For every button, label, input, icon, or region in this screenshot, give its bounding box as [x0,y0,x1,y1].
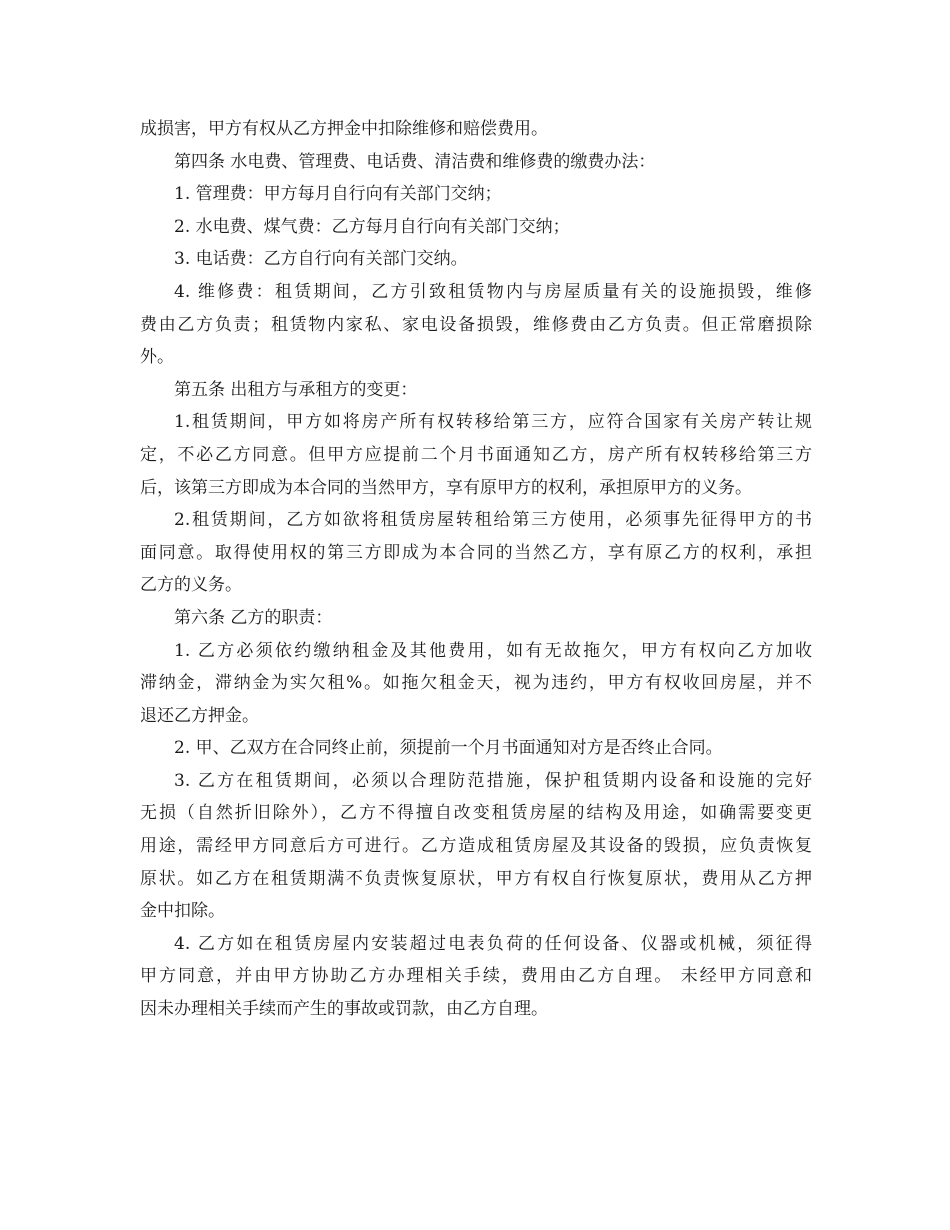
paragraph [140,211,812,244]
text-line: 退还乙方押金。 [140,705,259,726]
paragraph [140,732,812,765]
text-line: 2. 甲、乙双方在合同终止前，须提前一个月书面通知对方是否终止合同。 [174,738,723,759]
text-line: 第六条 乙方的职责： [174,607,333,628]
document-body [140,113,812,1026]
text-line: 乙方的义务。 [140,575,242,596]
text-line: 外。 [140,347,174,368]
paragraph [140,178,812,211]
text-line: 1. 管理费：甲方每月自行向有关部门交纳； [174,184,502,205]
text-line: 成损害，甲方有权从乙方押金中扣除维修和赔偿费用。 [140,119,548,139]
text-line: 3. 乙方在租赁期间，必须以合理防范措施，保护租赁期内设备和设施的完好 [174,770,812,791]
text-line: 因未办理相关手续而产生的事故或罚款，由乙方自理。 [140,999,548,1020]
paragraph [140,635,812,733]
text-line: 3. 电话费：乙方自行向有关部门交纳。 [174,249,468,270]
paragraph [140,276,812,374]
text-line: 费由乙方负责；租赁物内家私、家电设备损毁，维修费由乙方负责。但正常磨损除 [140,314,812,335]
text-line: 原状。如乙方在租赁期满不负责恢复原状，甲方有权自行恢复原状，费用从乙方押 [140,868,812,889]
text-line: 1.租赁期间，甲方如将房产所有权转移给第三方，应符合国家有关房产转让规 [174,412,812,433]
paragraph [140,146,812,179]
text-line: 4. 乙方如在租赁房屋内安装超过电表负荷的任何设备、仪器或机械，须征得 [174,933,812,954]
paragraph [140,928,812,1026]
paragraph [140,374,812,407]
text-line: 第五条 出租方与承租方的变更： [174,379,418,400]
text-line: 滞纳金，滞纳金为实欠租%。如拖欠租金天，视为违约，甲方有权收回房屋，并不 [140,673,812,694]
paragraph [140,765,812,928]
text-line: 1. 乙方必须依约缴纳租金及其他费用，如有无故拖欠，甲方有权向乙方加收 [174,640,812,661]
text-line: 2. 水电费、煤气费：乙方每月自行向有关部门交纳； [174,216,570,237]
text-line: 第四条 水电费、管理费、电话费、清洁费和维修费的缴费办法： [174,151,656,172]
text-line: 4. 维修费：租赁期间，乙方引致租赁物内与房屋质量有关的设施损毁，维修 [174,281,812,302]
paragraph [140,406,812,504]
text-line: 后，该第三方即成为本合同的当然甲方，享有原甲方的权利，承担原甲方的义务。 [140,477,752,498]
text-line: 定，不必乙方同意。但甲方应提前二个月书面通知乙方，房产所有权转移给第三方 [140,444,812,465]
paragraph [140,243,812,276]
paragraph [140,504,812,602]
text-line: 无损（自然折旧除外），乙方不得擅自改变租赁房屋的结构及用途，如确需要变更 [140,803,812,824]
text-line: 用途，需经甲方同意后方可进行。乙方造成租赁房屋及其设备的毁损，应负责恢复 [140,836,812,857]
paragraph [140,113,812,146]
text-line: 面同意。取得使用权的第三方即成为本合同的当然乙方，享有原乙方的权利，承担 [140,542,812,563]
text-line: 金中扣除。 [140,901,225,922]
text-line: 甲方同意，并由甲方协助乙方办理相关手续，费用由乙方自理。 未经甲方同意和 [140,966,812,987]
text-line: 2.租赁期间，乙方如欲将租赁房屋转租给第三方使用，必须事先征得甲方的书 [174,510,812,531]
paragraph [140,602,812,635]
